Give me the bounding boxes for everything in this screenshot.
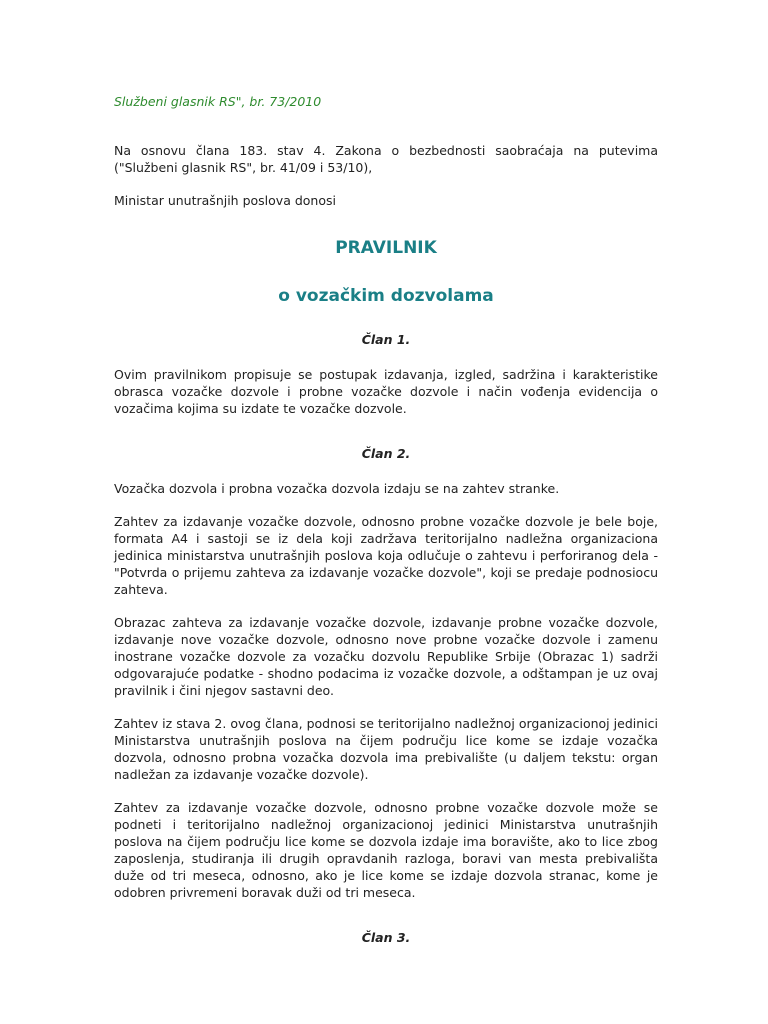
article-heading: Član 2.	[361, 446, 411, 461]
article-paragraph: Obrazac zahteva za izdavanje vozačke dozvole, izdavanje probne vozačke dozvole, izdavanje nove vozačke dozvole, odnosno nove probne vozačke dozvole i zamenu inostrane vozačke dozvole za vozačku dozvolu Republike Srbije (Obrazac 1) sadrži odgovarajuće podatke - shodno podacima iz vozačke dozvole, a odštampan je uz ovaj pravilnik i čini njegov sastavni deo.	[114, 615, 658, 698]
preamble-issuer: Ministar unutrašnjih poslova donosi	[114, 193, 336, 208]
article-paragraph: Zahtev za izdavanje vozačke dozvole, odnosno probne vozačke dozvole može se podneti i teritorijalno nadležnoj organizacionoj jedinici Ministarstva unutrašnjih poslova na čijem području lice kome se dozvola izdaje ima boravište, ako to lice zbog zaposlenja, studiranja ili drugih opravdanih razloga, boravi van mesta prebivališta duže od tri meseca, odnosno, ako je lice kome se izdaje dozvola stranac, kome je odobren privremeni boravak duži od tri meseca.	[114, 800, 658, 900]
article-paragraph: Ovim pravilnikom propisuje se postupak izdavanja, izgled, sadržina i karakteristike obrasca vozačke dozvole i probne vozačke dozvole i način vođenja evidencija o vozačima kojima su izdate te vozačke dozvole.	[114, 367, 658, 416]
article-2	[114, 445, 658, 901]
article-heading: Član 1.	[361, 332, 411, 347]
article-paragraph: Vozačka dozvola i probna vozačka dozvola izdaju se na zahtev stranke.	[114, 481, 560, 496]
gazette-reference: Službeni glasnik RS", br. 73/2010	[114, 94, 322, 109]
document-title: PRAVILNIK	[335, 238, 437, 258]
article-heading: Član 3.	[361, 930, 411, 945]
preamble-legal-basis: Na osnovu člana 183. stav 4. Zakona o bezbednosti saobraćaja na putevima ("Službeni glasnik RS", br. 41/09 i 53/10),	[114, 143, 658, 175]
article-1	[114, 331, 658, 417]
article-paragraph: Zahtev za izdavanje vozačke dozvole, odnosno probne vozačke dozvole je bele boje, formata A4 i sastoji se iz dela koji zadržava teritorijalno nadležna organizaciona jedinica ministarstva unutrašnjih poslova koja odlučuje o zahtevu i perforiranog dela - "Potvrda o prijemu zahteva za izdavanje vozačke dozvole", koji se predaje podnosiocu zahteva.	[114, 514, 658, 597]
article-paragraph: Zahtev iz stava 2. ovog člana, podnosi se teritorijalno nadležnoj organizacionoj jedinici Ministarstva unutrašnjih poslova na čijem području lice kome se izdaje vozačka dozvola, odnosno probna vozačka dozvola ima prebivalište (u daljem tekstu: organ nadležan za izdavanje vozačke dozvole).	[114, 716, 658, 782]
document-subtitle: o vozačkim dozvolama	[278, 286, 494, 306]
article-3	[114, 929, 658, 946]
